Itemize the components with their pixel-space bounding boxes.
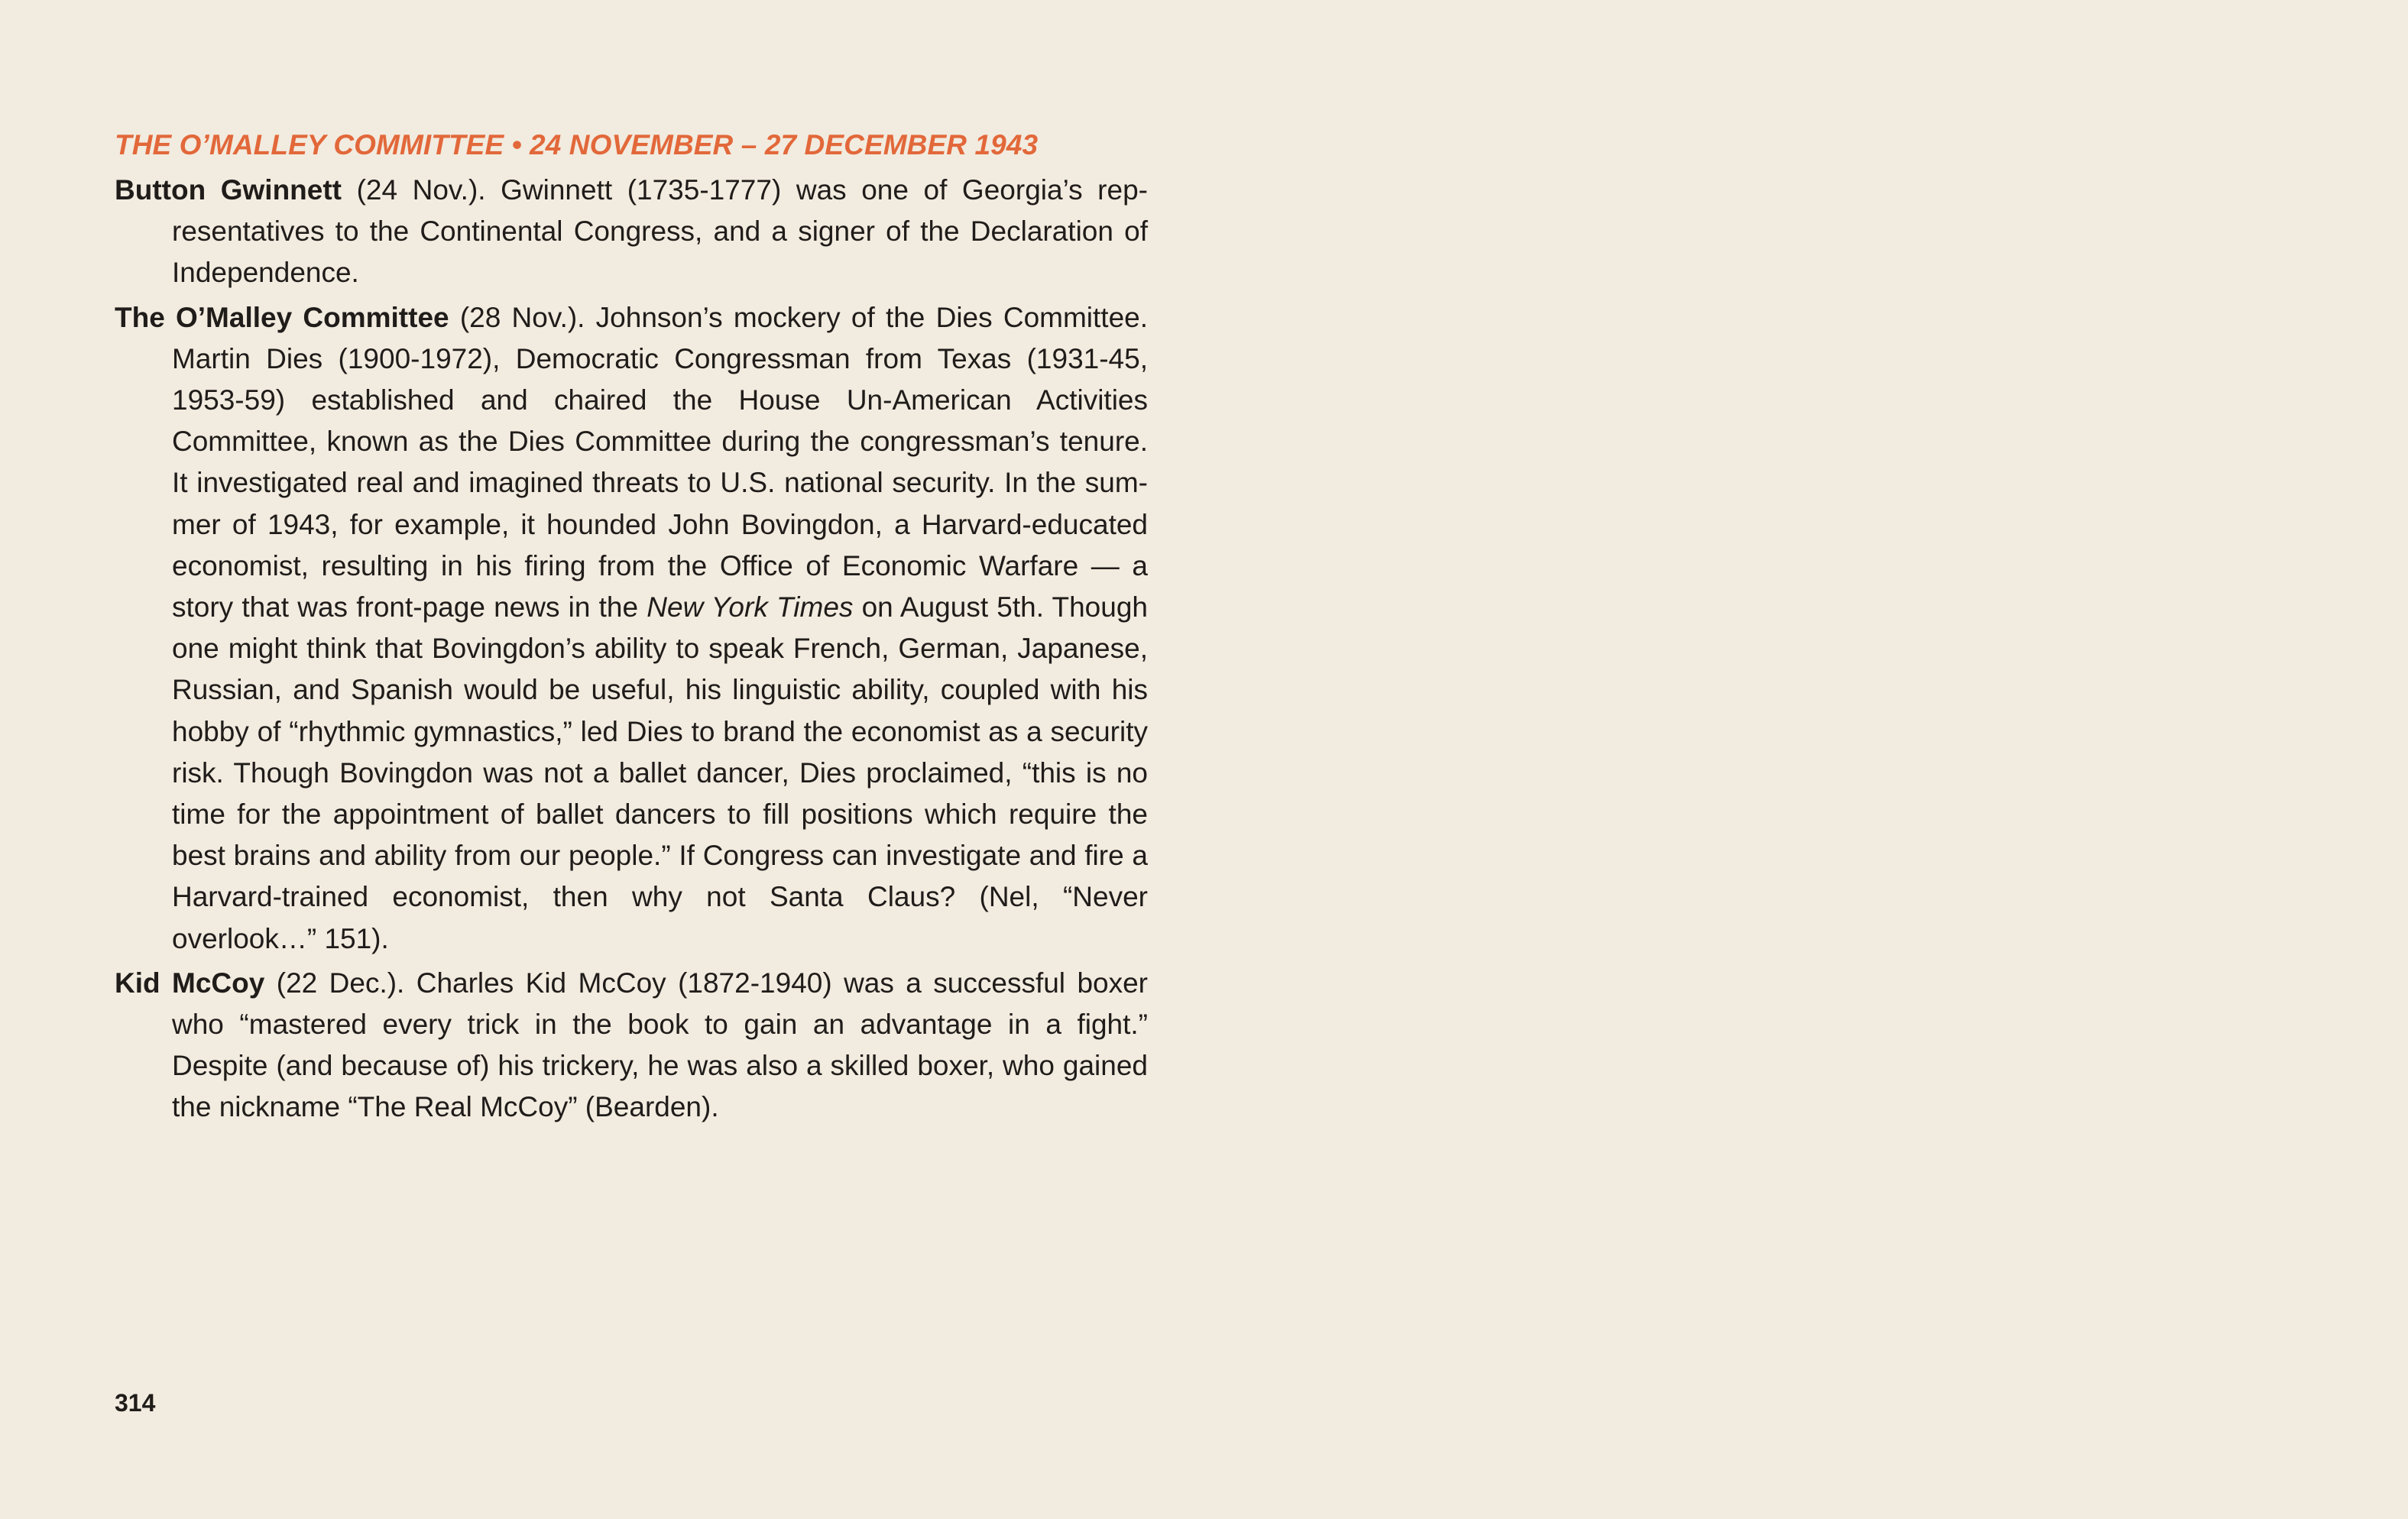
entry-title: Button Gwinnett	[115, 174, 342, 206]
entry-text: (22 Dec.). Charles Kid McCoy (1872-1940) was a successful boxer who “mastered every trick in the book to gain an advantage in a fight.” Despite (and because of) his trickery, he was also a skilled boxer, who gained the nickname “The Real McCoy” (Bearden).	[172, 967, 1148, 1123]
entry-text-part-2: on August 5th. Though one might think that Bovingdon’s ability to speak French, German, Japanese, Russian, and Spanish would be useful, his linguistic ability, coupled with his hobby of “rhythmic gymnastics,” led Dies to brand the economist as a security risk. Though Bovingdon was not a ballet dancer, Dies proclaimed, “this is no time for the appointment of ballet dancers to fill positions which require the best brains and ability from our people.” If Congress can investigate and fire a Harvard-trained economist, then why not Santa Claus? (Nel, “Never overlook…” 151).	[172, 591, 1148, 954]
page-number: 314	[115, 1389, 156, 1417]
entry-button-gwinnett	[115, 170, 1148, 294]
section-heading: THE O’MALLEY COMMITTEE • 24 NOVEMBER – 27 DECEMBER 1943	[115, 129, 1039, 160]
entry-title: The O’Malley Committee	[115, 301, 449, 333]
publication-title: New York Times	[647, 591, 854, 623]
entry-text-part-1: (28 Nov.). Johnson’s mockery of the Dies Committee. Martin Dies (1900-1972), Democratic Congressman from Texas (1931-45, 1953-59) established and chaired the House Un-American Activities Committee, known as the Dies Committee during the congressman’s tenure. It investigated real and imagined threats to U.S. national security. In the summer of 1943, for example, it hounded John Bovingdon, a Harvard-educated economist, resulting in his firing from the Office of Economic Warfare — a story that was front-page news in the	[172, 301, 1148, 623]
text-column	[115, 125, 1148, 1132]
entry-kid-mccoy	[115, 963, 1148, 1129]
entry-omalley-committee	[115, 297, 1148, 960]
entry-text: (24 Nov.). Gwinnett (1735-1777) was one of Georgia’s representatives to the Continental Congress, and a signer of the Declaration of Independence.	[172, 174, 1148, 289]
entry-title: Kid McCoy	[115, 967, 265, 999]
